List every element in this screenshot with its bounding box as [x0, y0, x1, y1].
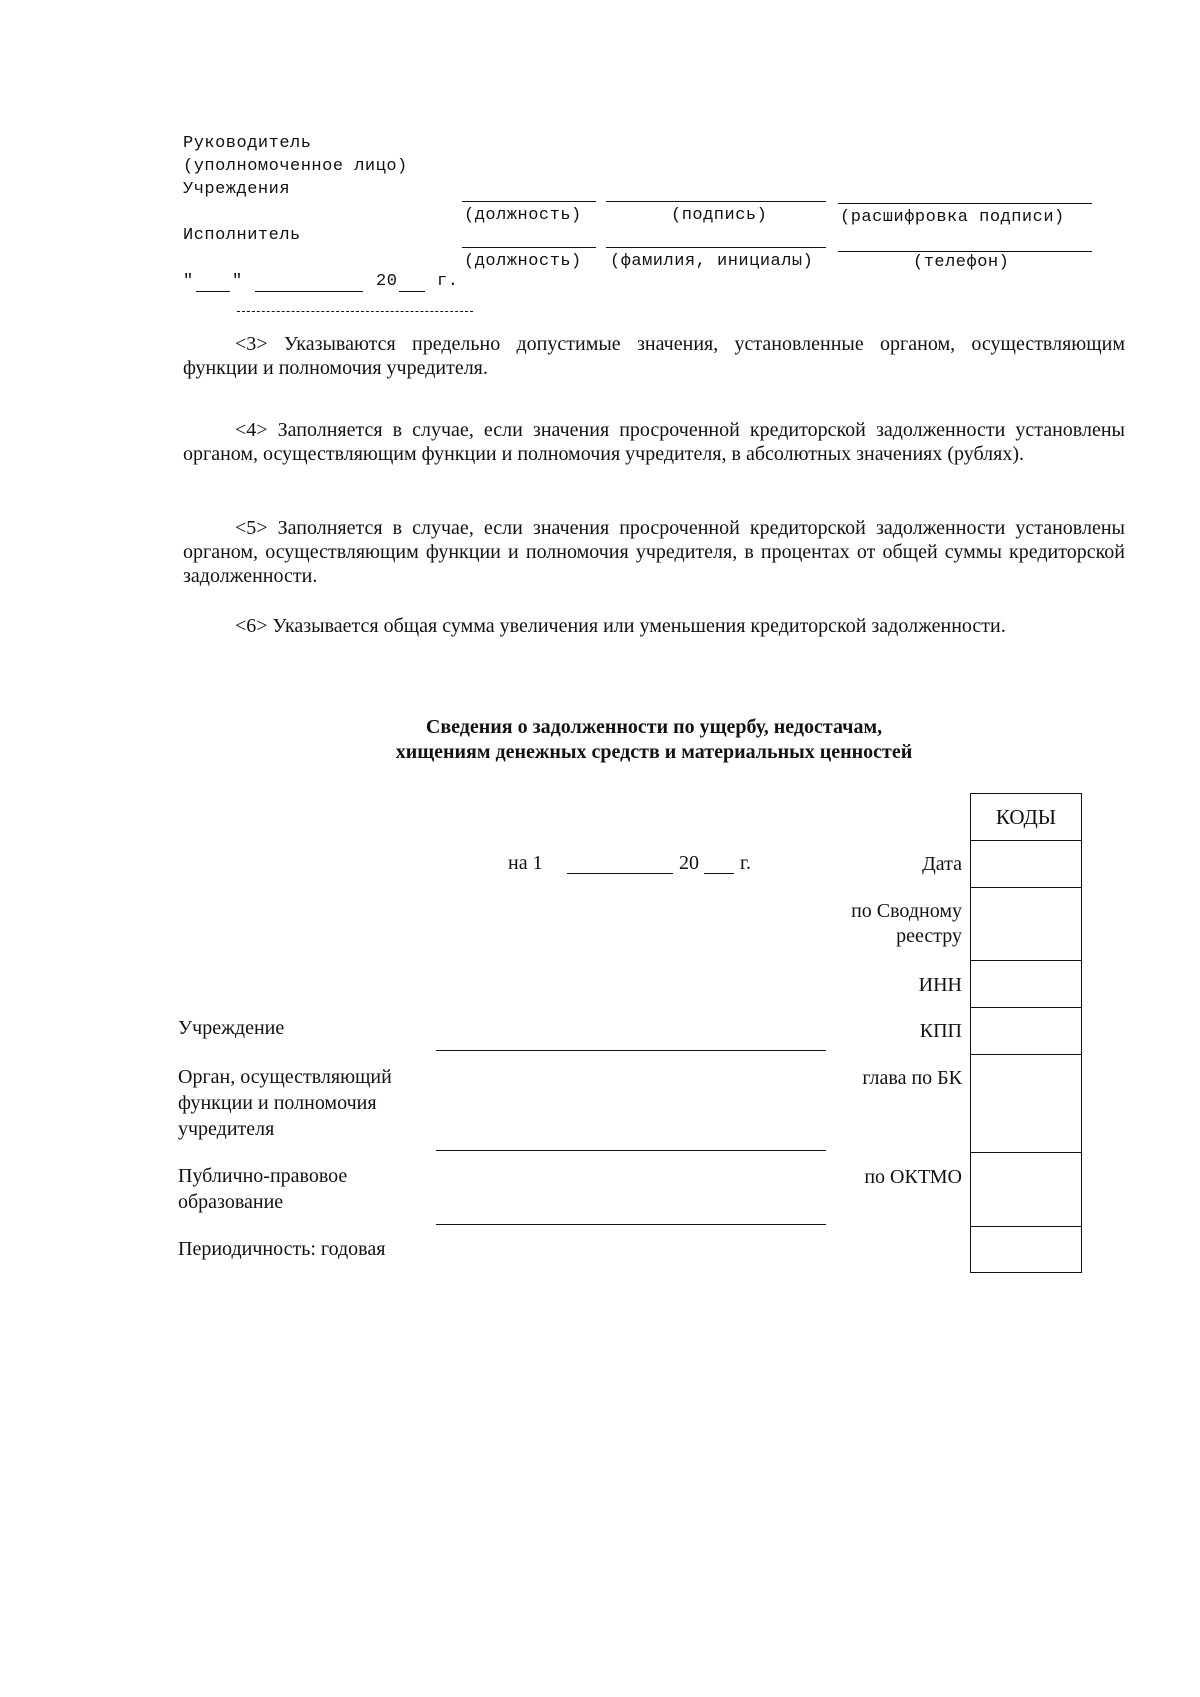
head-signature-line — [606, 201, 826, 202]
label-institution: Учреждение — [178, 1017, 285, 1039]
label-founder-line-2: функции и полномочия — [178, 1092, 377, 1114]
date-quote-open: " — [183, 272, 194, 291]
executor-phone-line — [838, 251, 1092, 252]
report-date-month-line — [567, 873, 673, 874]
code-cell-date — [971, 840, 1081, 888]
date-quote-close: " — [232, 272, 243, 291]
executor-position-line — [462, 247, 596, 248]
institution-line — [436, 1050, 826, 1051]
report-date-suffix: г. — [740, 852, 751, 874]
executor-caption-position: (должность) — [464, 252, 582, 271]
footnote-5: <5> Заполняется в случае, если значения просроченной кредиторской задолженности установлены органом, осуществляющим функции и полномочия учредителя, в процентах от общей суммы кредиторской задолженности. — [183, 517, 1125, 587]
label-entity-line-1: Публично-правовое — [178, 1165, 348, 1187]
head-caption-name: (расшифровка подписи) — [840, 208, 1065, 227]
date-day-line — [196, 291, 230, 292]
form-title — [183, 715, 1125, 765]
founder-line — [436, 1150, 826, 1151]
executor-fullname-line — [606, 247, 826, 248]
code-cell-chapter — [971, 1054, 1081, 1153]
head-label-line-1: Руководитель — [183, 134, 312, 153]
footnote-4: <4> Заполняется в случае, если значения просроченной кредиторской задолженности установлены органом, осуществляющим функции и полномочия учредителя, в абсолютных значениях (рублях). — [183, 419, 1125, 465]
codes-header: КОДЫ — [995, 805, 1057, 829]
code-cell-periodicity — [971, 1226, 1081, 1274]
executor-label: Исполнитель — [183, 226, 301, 245]
footnote-3: <3> Указываются предельно допустимые значения, установленные органом, осуществляющим функции и полномочия учредителя. — [183, 333, 1125, 379]
code-label-kpp: КПП — [919, 1020, 962, 1042]
date-year-line — [399, 291, 425, 292]
executor-caption-phone: (телефон) — [913, 253, 1010, 272]
code-cell-registry — [971, 887, 1081, 961]
code-cell-kpp — [971, 1007, 1081, 1055]
footnote-separator — [237, 311, 473, 312]
label-entity-line-2: образование — [178, 1191, 284, 1213]
code-label-chapter: глава по БК — [862, 1067, 962, 1089]
report-date-year: 20 — [679, 852, 699, 874]
head-caption-signature: (подпись) — [671, 206, 768, 225]
head-label-line-2: (уполномоченное лицо) — [183, 157, 408, 176]
executor-caption-fullname: (фамилия, инициалы) — [610, 252, 814, 271]
label-periodicity: Периодичность: годовая — [178, 1238, 386, 1260]
report-date-year-line — [704, 873, 734, 874]
date-year-prefix: 20 — [376, 272, 398, 291]
label-founder-line-1: Орган, осуществляющий — [178, 1066, 392, 1088]
code-cell-oktmo — [971, 1152, 1081, 1227]
form-title-line-2: хищениям денежных средств и материальных ценностей — [395, 741, 913, 763]
code-label-registry-line-1: по Сводному — [851, 900, 962, 922]
report-date-prefix: на 1 — [508, 852, 543, 874]
code-label-date: Дата — [922, 853, 962, 875]
date-month-line — [255, 291, 363, 292]
code-label-registry-line-2: реестру — [896, 925, 962, 947]
head-position-line — [462, 201, 596, 202]
date-suffix: г. — [437, 272, 459, 291]
form-title-line-1: Сведения о задолженности по ущербу, недостачам, — [425, 716, 883, 738]
footnote-6: <6> Указывается общая сумма увеличения или уменьшения кредиторской задолженности. — [235, 615, 1006, 637]
code-label-oktmo: по ОКТМО — [864, 1166, 962, 1188]
entity-line — [436, 1224, 826, 1225]
label-founder-line-3: учредителя — [178, 1118, 275, 1140]
code-label-inn: ИНН — [918, 974, 962, 996]
head-name-line — [838, 203, 1092, 204]
codes-table — [970, 793, 1082, 1273]
head-caption-position: (должность) — [464, 206, 582, 225]
head-label-line-3: Учреждения — [183, 180, 291, 199]
code-cell-inn — [971, 960, 1081, 1008]
